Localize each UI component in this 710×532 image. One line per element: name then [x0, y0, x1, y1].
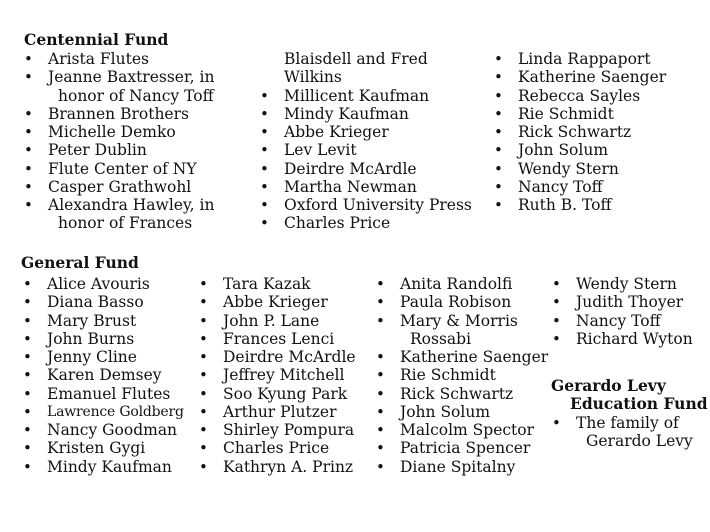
list-item: • Paula Robison	[374, 293, 554, 311]
gerardo-levy-list	[550, 414, 705, 451]
general-fund-heading: General Fund	[21, 253, 139, 272]
list-item: • Lawrence Goldberg	[21, 403, 201, 421]
list-item: • John P. Lane	[197, 312, 377, 330]
list-item: • Abbe Krieger	[197, 293, 377, 311]
list-item-text: Alexandra Hawley, in	[48, 196, 215, 214]
general-col-4	[550, 275, 705, 348]
list-item: • Diane Spitalny	[374, 458, 554, 476]
list-item-continuation: Blaisdell and Fred	[284, 50, 428, 68]
list-item: • John Solum	[374, 403, 554, 421]
list-item	[22, 68, 262, 105]
list-item: • Katherine Saenger	[492, 68, 702, 86]
list-item: • Charles Price	[258, 214, 498, 232]
centennial-col-3	[492, 50, 702, 214]
list-item	[374, 312, 554, 349]
list-item-text: The family of	[576, 414, 679, 432]
list-item: • Nancy Toff	[492, 178, 702, 196]
list-item: • Emanuel Flutes	[21, 385, 201, 403]
list-item: • Mindy Kaufman	[258, 105, 498, 123]
centennial-col-1	[22, 50, 262, 233]
list-item: • Flute Center of NY	[22, 160, 262, 178]
list-item: • Peter Dublin	[22, 141, 262, 159]
list-item: • Rebecca Sayles	[492, 87, 702, 105]
list-item: • Malcolm Spector	[374, 421, 554, 439]
list-item: • Ruth B. Toff	[492, 196, 702, 214]
list-item: • Oxford University Press	[258, 196, 498, 214]
list-item: • Rie Schmidt	[492, 105, 702, 123]
centennial-col-2	[258, 50, 498, 233]
heading-line: Education Fund	[570, 394, 708, 413]
list-item: • Patricia Spencer	[374, 439, 554, 457]
list-item: • Wendy Stern	[492, 160, 702, 178]
list-item: • John Burns	[21, 330, 201, 348]
list-item: • Abbe Krieger	[258, 123, 498, 141]
list-item: • Rie Schmidt	[374, 366, 554, 384]
list-item: • Judith Thoyer	[550, 293, 705, 311]
list-item: • Anita Randolfi	[374, 275, 554, 293]
list-item: • Wendy Stern	[550, 275, 705, 293]
list-item: • Tara Kazak	[197, 275, 377, 293]
list-item: • John Solum	[492, 141, 702, 159]
centennial-fund-heading: Centennial Fund	[24, 30, 169, 49]
list-item: • Katherine Saenger	[374, 348, 554, 366]
list-item: • Soo Kyung Park	[197, 385, 377, 403]
list-item: • Kathryn A. Prinz	[197, 458, 377, 476]
list-item: • Nancy Toff	[550, 312, 705, 330]
list-item: • Jeffrey Mitchell	[197, 366, 377, 384]
list-item: • Diana Basso	[21, 293, 201, 311]
list-item: • Mary Brust	[21, 312, 201, 330]
list-item: • Shirley Pompura	[197, 421, 377, 439]
list-item: • Linda Rappaport	[492, 50, 702, 68]
general-col-2	[197, 275, 377, 476]
list-item: • Mindy Kaufman	[21, 458, 201, 476]
list-item: • Deirdre McArdle	[258, 160, 498, 178]
list-item	[550, 414, 705, 451]
list-item: • Arista Flutes	[22, 50, 262, 68]
list-item: • Brannen Brothers	[22, 105, 262, 123]
list-item-continuation: honor of Frances	[58, 214, 193, 233]
list-item: • Casper Grathwohl	[22, 178, 262, 196]
list-item: • Martha Newman	[258, 178, 498, 196]
list-item	[22, 196, 262, 233]
list-item: • Nancy Goodman	[21, 421, 201, 439]
list-item-text: Jeanne Baxtresser, in	[48, 68, 215, 87]
general-col-3	[374, 275, 554, 476]
list-item-continuation: honor of Nancy Toff	[58, 86, 214, 105]
list-item: • Lev Levit	[258, 141, 498, 159]
list-item: • Kristen Gygi	[21, 439, 201, 457]
list-item: • Millicent Kaufman	[258, 87, 498, 105]
general-col-1	[21, 275, 201, 476]
list-item: • Jenny Cline	[21, 348, 201, 366]
list-item: • Michelle Demko	[22, 123, 262, 141]
list-item: • Alice Avouris	[21, 275, 201, 293]
list-item-continuation: Rossabi	[410, 329, 472, 348]
list-item: • Charles Price	[197, 439, 377, 457]
list-item-continuation: Wilkins	[284, 68, 342, 87]
list-item: • Deirdre McArdle	[197, 348, 377, 366]
list-item: • Arthur Plutzer	[197, 403, 377, 421]
list-item: • Richard Wyton	[550, 330, 705, 348]
heading-line: Gerardo Levy	[551, 376, 666, 395]
list-item: • Frances Lenci	[197, 330, 377, 348]
list-item: • Karen Demsey	[21, 366, 201, 384]
list-item: • Rick Schwartz	[374, 385, 554, 403]
list-item-continuation: Gerardo Levy	[586, 432, 693, 451]
list-item-text: Mary & Morris	[400, 311, 518, 330]
gerardo-levy-fund-heading	[551, 377, 708, 413]
list-item: • Rick Schwartz	[492, 123, 702, 141]
